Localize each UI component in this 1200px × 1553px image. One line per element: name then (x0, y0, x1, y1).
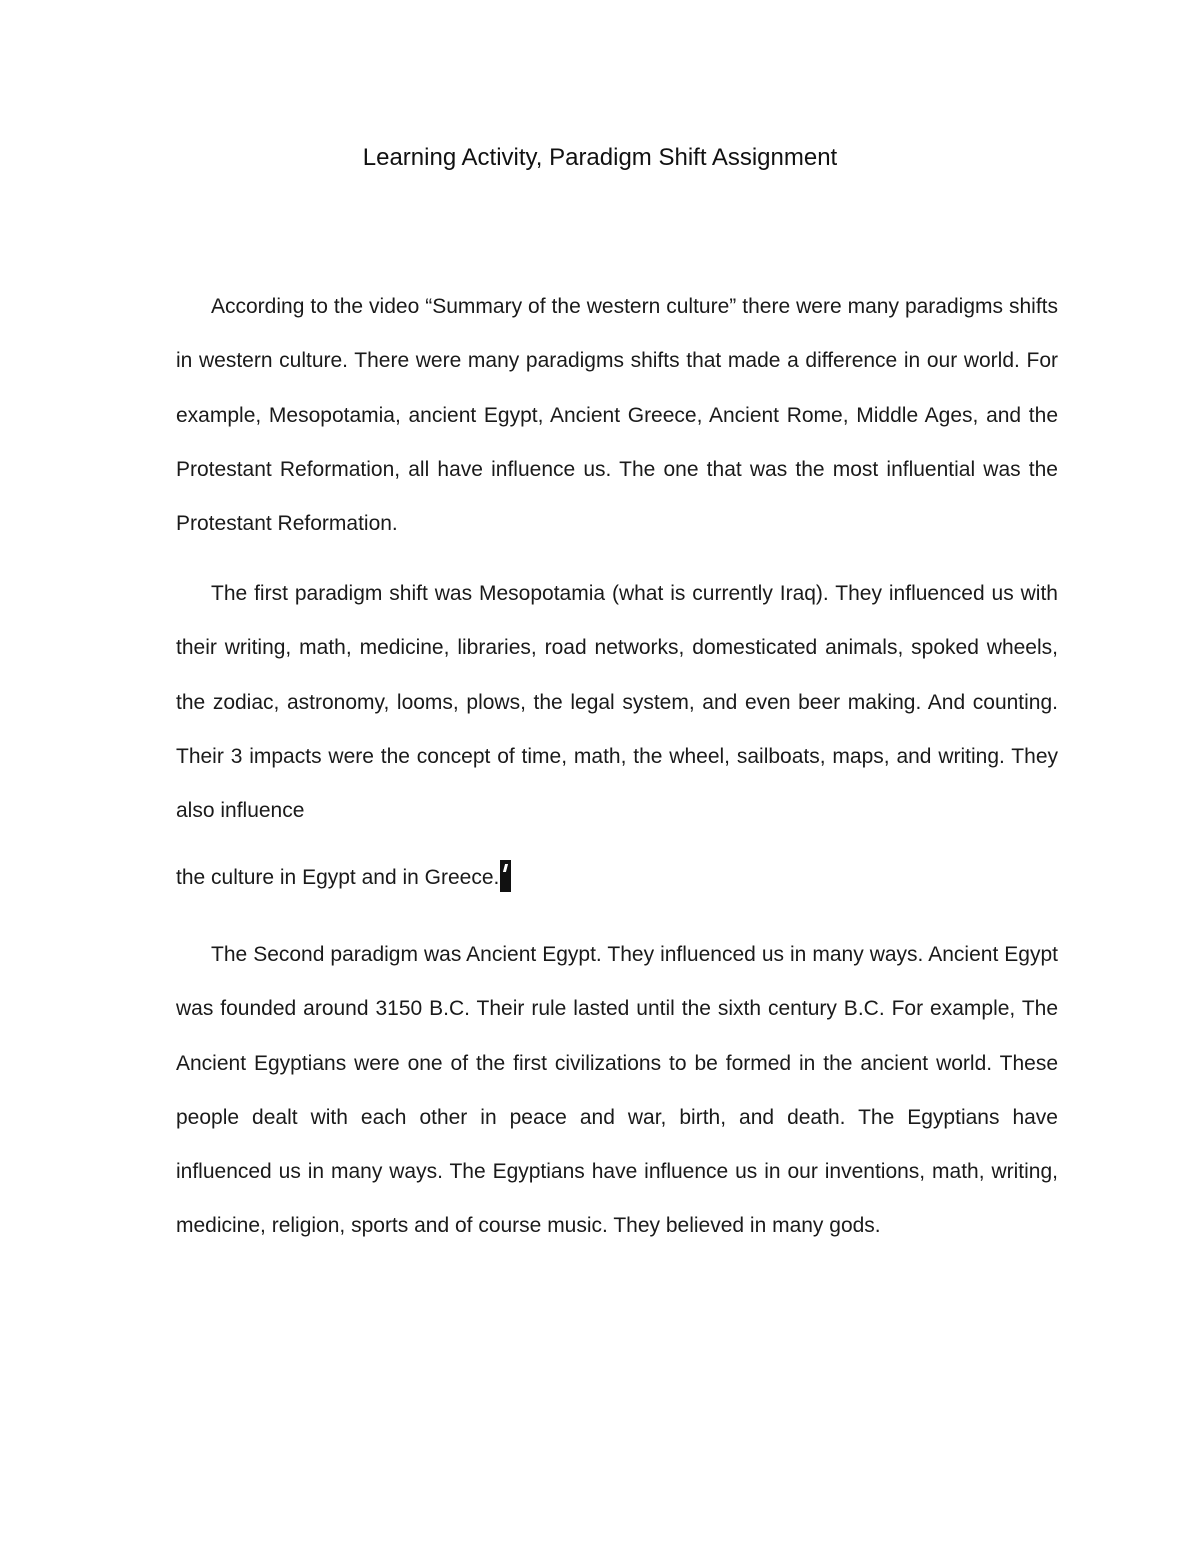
comment-marker-icon (500, 860, 511, 892)
paragraph-mesopotamia-last-line (176, 858, 511, 898)
document-title: Learning Activity, Paradigm Shift Assignment (362, 144, 838, 171)
paragraph-egypt: The Second paradigm was Ancient Egypt. They influenced us in many ways. Ancient Egypt was founded around 3150 B.C. Their rule lasted until the sixth century B.C. For example, The Ancient Egyptians were one of the first civilizations to be formed in the ancient world. These people dealt with each other in peace and war, birth, and death. The Egyptians have influenced us in many ways. The Egyptians have influence us in our inventions, math, writing, medicine, religion, sports and of course music. They believed in many gods. (176, 943, 1058, 1238)
paragraph-mesopotamia-last-line-text: the culture in Egypt and in Greece. (176, 866, 500, 889)
paragraph-mesopotamia: The first paradigm shift was Mesopotamia (what is currently Iraq). They influenced us with their writing, math, medicine, libraries, road networks, domesticated animals, spoked wheels, the zodiac, astronomy, looms, plows, the legal system, and even beer making. And counting. Their 3 impacts were the concept of time, math, the wheel, sailboats, maps, and writing. They also influence (176, 582, 1058, 823)
paragraph-introduction: According to the video “Summary of the western culture” there were many paradigms shifts in western culture. There were many paradigms shifts that made a difference in our world. For example, Mesopotamia, ancient Egypt, Ancient Greece, Ancient Rome, Middle Ages, and the Protestant Reformation, all have influence us. The one that was the most influential was the Protestant Reformation. (176, 295, 1058, 536)
